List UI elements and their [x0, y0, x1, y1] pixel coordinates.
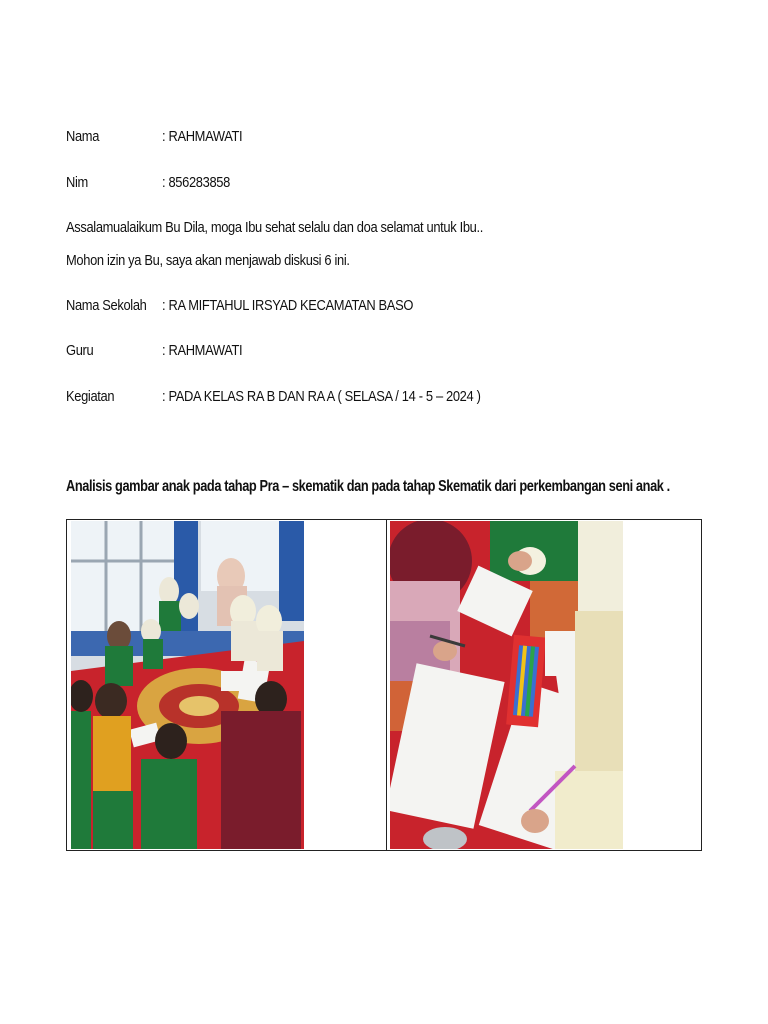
section-heading: Analisis gambar anak pada tahap Pra – skematik dan pada tahap Skematik dari perkembangan seni anak . [66, 478, 670, 495]
nim-label: Nim [66, 174, 88, 191]
table-divider [386, 520, 387, 850]
sekolah-label: Nama Sekolah [66, 297, 147, 314]
greeting-line-1: Assalamualaikum Bu Dila, moga Ibu sehat selalu dan doa selamat untuk Ibu.. [66, 219, 483, 236]
nama-value: : RAHMAWATI [162, 128, 243, 145]
photo-table [66, 519, 702, 851]
drawing-closeup-photo [390, 521, 623, 849]
classroom-photo [71, 521, 304, 849]
kegiatan-value: : PADA KELAS RA B DAN RA A ( SELASA / 14 - 5 – 2024 ) [162, 388, 481, 405]
guru-label: Guru [66, 342, 94, 359]
guru-value: : RAHMAWATI [162, 342, 243, 359]
nim-value: : 856283858 [162, 174, 230, 191]
kegiatan-label: Kegiatan [66, 388, 115, 405]
nama-label: Nama [66, 128, 100, 145]
greeting-line-2: Mohon izin ya Bu, saya akan menjawab diskusi 6 ini. [66, 252, 350, 269]
sekolah-value: : RA MIFTAHUL IRSYAD KECAMATAN BASO [162, 297, 414, 314]
